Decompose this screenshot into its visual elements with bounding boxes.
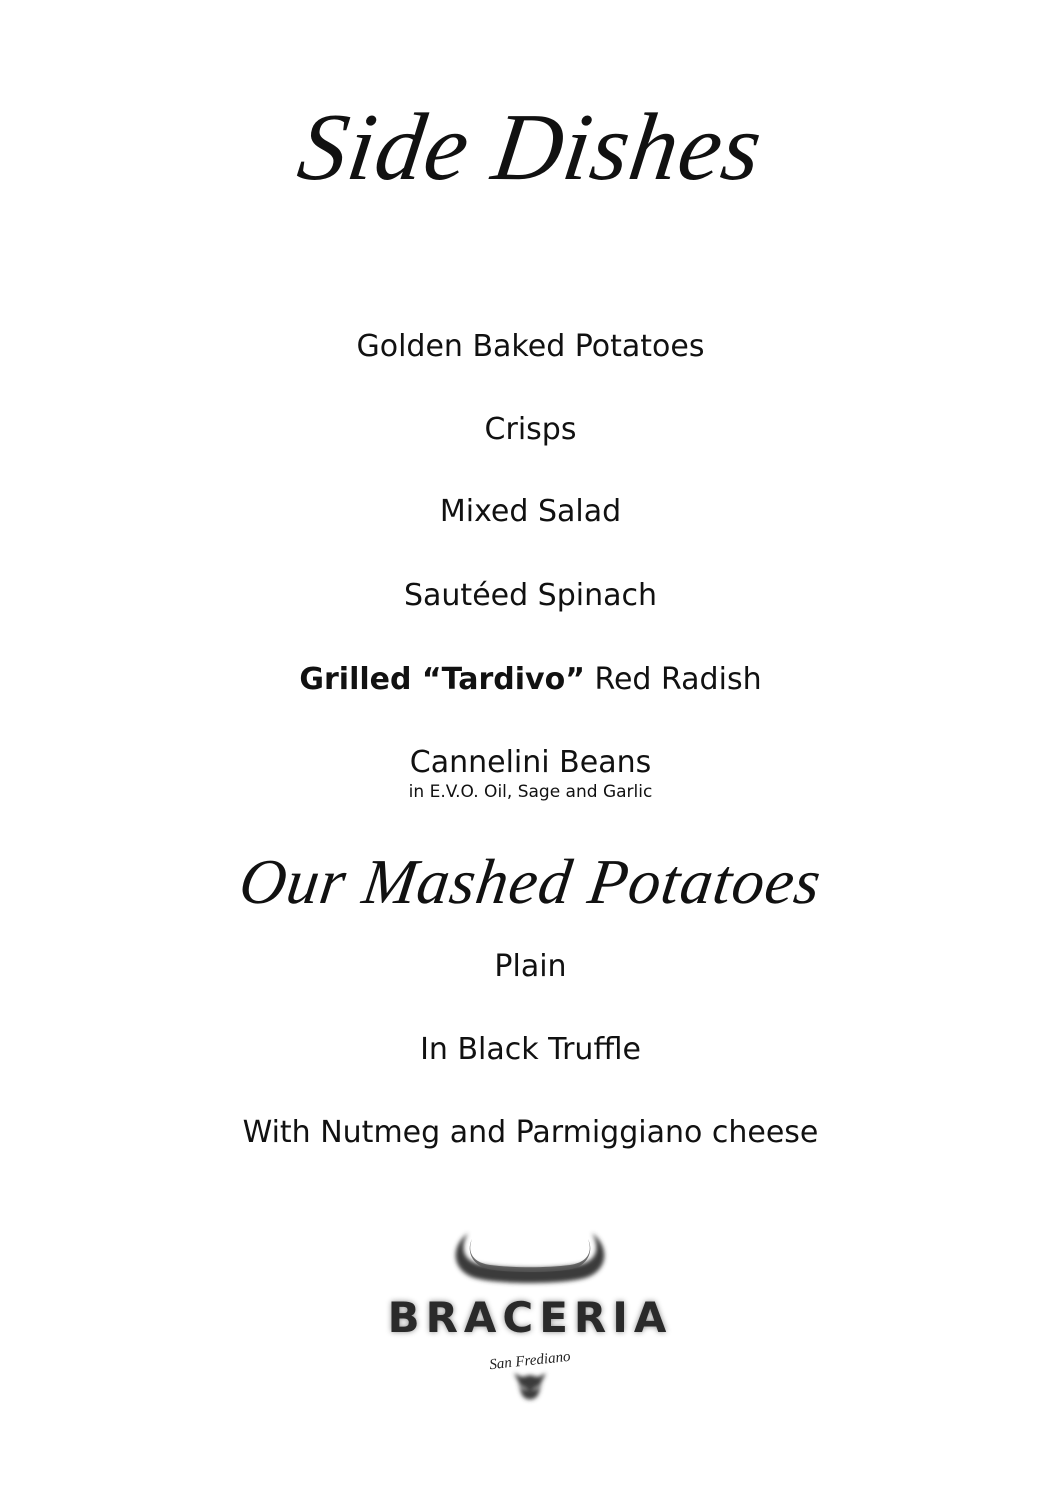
page-title: Side Dishes [292, 93, 769, 200]
menu-item-bold-part: Grilled “Tardivo” [299, 662, 585, 697]
menu-item: Cannelini Beans [409, 745, 652, 780]
menu-item [0, 660, 1061, 700]
menu-item: Crisps [484, 412, 577, 447]
logo-wordmark: BRACERIA [387, 1293, 673, 1342]
menu-item: Mixed Salad [439, 494, 622, 529]
menu-item: Sautéed Spinach [403, 578, 658, 613]
braceria-logo [380, 1225, 680, 1405]
menu-item: In Black Truffle [420, 1032, 641, 1067]
menu-item-regular-part: Red Radish [584, 662, 762, 697]
logo-subtitle: San Frediano [488, 1348, 572, 1374]
menu-item: Golden Baked Potatoes [356, 329, 705, 364]
menu-item: Plain [494, 949, 567, 984]
menu-item: With Nutmeg and Parmiggiano cheese [242, 1115, 819, 1150]
section-title: Our Mashed Potatoes [235, 846, 826, 917]
menu-item-note: in E.V.O. Oil, Sage and Garlic [408, 782, 653, 802]
